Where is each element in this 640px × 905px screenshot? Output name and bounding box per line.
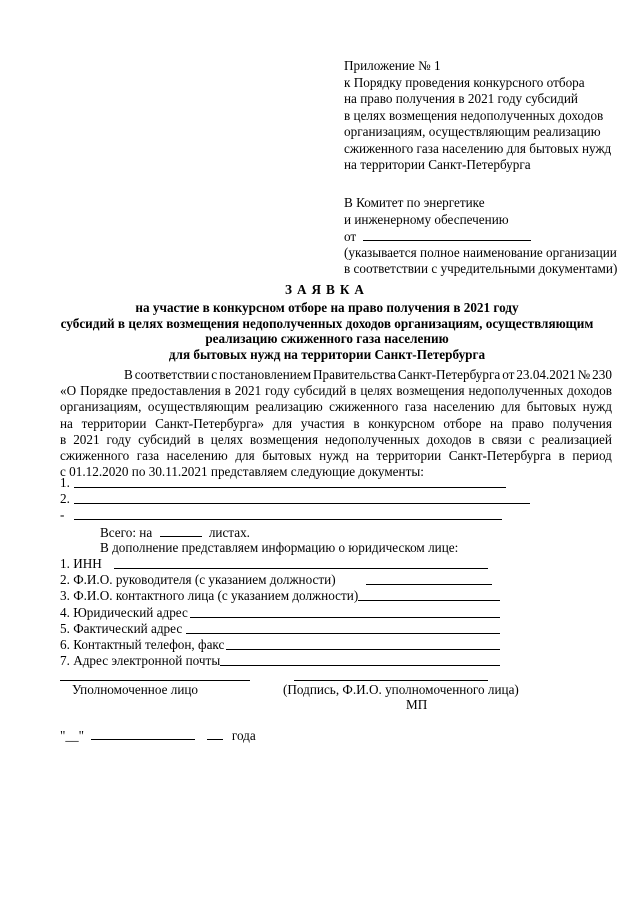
stamp-label: МП	[406, 697, 428, 712]
documents-list	[60, 475, 458, 669]
body-word: бытовых	[262, 447, 312, 463]
document-title	[40, 282, 614, 363]
annex-line: сжиженного газа населению для бытовых нужд	[344, 140, 612, 156]
body-word: «О	[60, 383, 77, 399]
body-word: территории	[81, 415, 147, 431]
body-word: в	[60, 431, 67, 447]
legal-field-input[interactable]	[226, 637, 500, 650]
body-word: Порядке	[80, 383, 128, 399]
legal-field-input[interactable]	[186, 621, 500, 634]
body-word: для	[272, 415, 293, 431]
total-sheets-field[interactable]	[160, 524, 202, 537]
body-word: году	[265, 383, 290, 399]
annex-line: Приложение № 1	[344, 58, 441, 73]
legal-field-input[interactable]	[358, 588, 500, 601]
body-word: целях	[210, 431, 243, 447]
body-word: отборе	[443, 415, 482, 431]
title-sub: на участие в конкурсном отборе на право получения в 2021 году	[135, 299, 519, 315]
legal-field-contact	[60, 588, 458, 604]
annex-line: на территории Санкт-Петербурга	[344, 157, 531, 172]
body-word: территории	[376, 447, 442, 463]
legal-field-phone	[60, 637, 458, 653]
body-word: бытовых	[526, 399, 577, 415]
body-word: Санкт-Петербурга»	[155, 415, 265, 431]
title-sub: для бытовых нужд на территории Санкт-Петербурга	[168, 347, 486, 363]
body-word: нужд	[319, 447, 349, 463]
body-word: для	[235, 447, 255, 463]
signature-line[interactable]	[294, 680, 488, 681]
body-paragraph	[60, 367, 612, 480]
legal-field-input[interactable]	[114, 556, 488, 569]
body-word: участия	[300, 415, 345, 431]
body-word: организациям,	[60, 399, 142, 415]
body-word: субсидий	[138, 431, 191, 447]
from-line	[344, 228, 617, 245]
body-word: конкурсном	[368, 415, 435, 431]
body-word: связи	[491, 431, 522, 447]
body-word: предоставления	[131, 383, 221, 399]
date-month-field[interactable]	[91, 727, 195, 740]
from-field[interactable]	[363, 228, 531, 241]
recipient-line: В Комитет по энергетике	[344, 195, 485, 210]
legal-field-label: 1. ИНН	[60, 555, 102, 571]
total-suffix: листах.	[208, 524, 250, 540]
body-word: на	[60, 415, 73, 431]
body-word: право	[511, 415, 544, 431]
body-word: Санкт-Петербурга	[397, 367, 501, 382]
legal-field-label: 3. Ф.И.О. контактного лица (с указанием должности)	[60, 588, 359, 604]
legal-field-label: 7. Адрес электронной почты	[60, 653, 221, 669]
body-word: с	[211, 367, 218, 382]
legal-field-input[interactable]	[220, 653, 500, 666]
body-word: в	[224, 383, 231, 399]
body-word: 23.04.2021	[516, 367, 576, 382]
legal-field-actual-address	[60, 621, 458, 637]
body-line	[60, 432, 612, 448]
body-word: в	[197, 431, 204, 447]
recipient-note: (указывается полное наименование организации	[344, 244, 617, 260]
legal-field-inn	[60, 556, 458, 572]
body-word: сжиженного	[329, 399, 399, 415]
title-main: ЗАЯВКА	[285, 282, 369, 297]
body-line: с 01.12.2020 по 30.11.2021 представляем следующие документы:	[60, 464, 424, 480]
body-word: с	[528, 431, 535, 447]
document-item	[60, 475, 458, 491]
annex-line: в целях возмещения недополученных доходов	[344, 107, 604, 123]
document-item-number: -	[60, 507, 65, 523]
body-word: субсидий	[293, 383, 347, 399]
body-word: Санкт-Петербурга	[448, 447, 552, 463]
legal-field-legal-address	[60, 605, 458, 621]
body-word: Правительства	[312, 367, 396, 382]
body-word: населению	[433, 399, 495, 415]
body-word: возмещения	[249, 431, 319, 447]
body-word: в	[478, 431, 485, 447]
legal-field-label: 4. Юридический адрес	[60, 604, 188, 620]
body-word: в	[558, 447, 565, 463]
date-year-field[interactable]	[207, 727, 223, 740]
document-item	[60, 491, 458, 507]
recipient-note: в соответствии с учредительными документами)	[344, 261, 618, 276]
person-label: Уполномоченное лицо	[72, 682, 199, 697]
body-line	[60, 383, 612, 399]
body-word: №	[577, 367, 591, 382]
body-word: сжиженного	[60, 447, 130, 463]
body-word: на	[356, 447, 369, 463]
legal-field-label: 6. Контактный телефон, факс	[60, 636, 225, 652]
signature-label: (Подпись, Ф.И.О. уполномоченного лица)	[283, 682, 519, 697]
body-word: постановлением	[218, 367, 312, 382]
year-label: года	[231, 728, 256, 743]
document-item-field[interactable]	[74, 475, 506, 488]
document-item-number: 2.	[60, 491, 70, 507]
date-row	[60, 727, 256, 744]
body-word: газа	[136, 447, 160, 463]
document-item	[60, 507, 458, 523]
body-line	[60, 399, 612, 415]
annex-header	[344, 58, 611, 174]
body-word: возмещения	[396, 383, 465, 399]
body-line	[60, 448, 612, 464]
body-word: период	[572, 447, 612, 463]
body-word: году	[106, 431, 132, 447]
body-word: недополученных	[324, 431, 420, 447]
person-signature-line[interactable]	[60, 680, 250, 681]
body-line	[60, 416, 612, 432]
body-word: соответствии	[134, 367, 210, 382]
document-item-number: 1.	[60, 475, 70, 490]
annex-line: на право получения в 2021 году субсидий	[344, 91, 578, 106]
document-item-field[interactable]	[74, 507, 502, 520]
body-word: целях	[360, 383, 393, 399]
legal-field-label: 5. Фактический адрес	[60, 620, 183, 636]
body-word: В	[124, 367, 133, 382]
body-word: 2021	[234, 383, 262, 399]
body-word: в	[350, 383, 357, 399]
body-word: доходов	[426, 431, 472, 447]
body-word: от	[502, 367, 515, 382]
body-word: газа	[404, 399, 428, 415]
body-word: в	[353, 415, 360, 431]
body-word: осуществляющим	[147, 399, 250, 415]
body-line	[60, 367, 612, 383]
date-day[interactable]: "__"	[60, 728, 84, 743]
from-label: от	[344, 229, 357, 244]
legal-field-email	[60, 653, 458, 669]
recipient-block	[344, 195, 617, 278]
body-word: нужд	[582, 399, 612, 415]
legal-field-label: 2. Ф.И.О. руководителя (с указанием должности)	[60, 572, 336, 588]
total-prefix: Всего: на	[100, 524, 153, 540]
document-item-field[interactable]	[74, 491, 530, 504]
legal-field-input[interactable]	[190, 605, 500, 618]
body-word: доходов	[567, 383, 612, 399]
body-word: на	[490, 415, 503, 431]
legal-field-input[interactable]	[366, 572, 492, 585]
body-word: реализацию	[255, 399, 323, 415]
body-word: населению	[166, 447, 228, 463]
total-sheets-row	[60, 524, 458, 540]
body-word: получения	[552, 415, 612, 431]
body-word: реализацией	[541, 431, 612, 447]
annex-line: организациям, осуществляющим реализацию	[344, 124, 601, 139]
body-word: недополученных	[468, 383, 564, 399]
body-word: для	[501, 399, 521, 415]
body-word: 230	[592, 367, 612, 382]
legal-info-intro: В дополнение представляем информацию о юридическом лице:	[100, 539, 459, 555]
body-word: 2021	[73, 431, 100, 447]
title-sub: субсидий в целях возмещения недополученных доходов организациям, осуществляющим	[60, 315, 594, 331]
recipient-line: и инженерному обеспечению	[344, 211, 509, 227]
title-sub: реализацию сжиженного газа населению	[205, 331, 449, 347]
annex-line: к Порядку проведения конкурсного отбора	[344, 74, 585, 90]
legal-field-director	[60, 572, 458, 588]
